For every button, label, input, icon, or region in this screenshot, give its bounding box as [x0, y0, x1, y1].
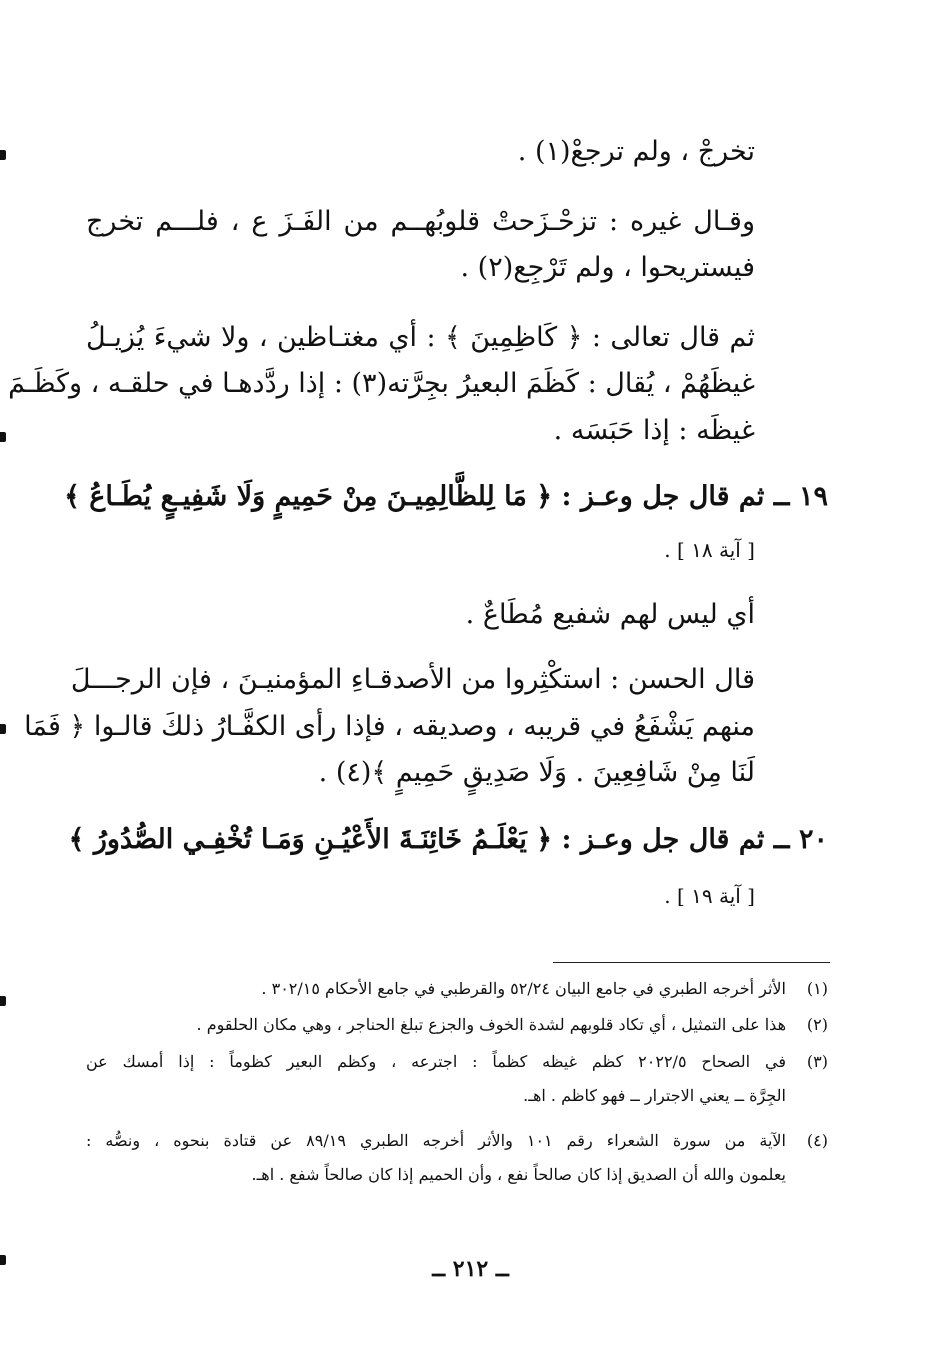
text-line: غيظَه : إذا حَبَسَه .: [553, 415, 755, 446]
text-line: قال الحسن : استكْثِروا من الأصدقـاءِ المؤمنيـنَ ، فإن الرجـــلَ: [70, 664, 755, 695]
footnote-text: الأثر أخرجه الطبري في جامع البيان ٥٢/٢٤ والقرطبي في جامع الأحكام ٣٠٢/١٥ .: [261, 979, 786, 998]
footnote-divider: [553, 962, 830, 963]
footnote-text: يعلمون والله أن الصديق إذا كان صالحاً نفع ، وأن الحميم إذا كان صالحاً شفع . اهـ.: [251, 1165, 786, 1184]
footnote-number: (٤): [806, 1131, 828, 1150]
page-number: ــ ٢١٢ ــ: [432, 1256, 509, 1282]
scan-edge-mark: [0, 150, 6, 160]
text-line: أي ليس لهم شفيع مُطَاعٌ .: [465, 599, 755, 630]
footnote-text: هذا على التمثيل ، أي تكاد قلوبهم لشدة الخوف والجزع تبلغ الحناجر ، وهي مكان الحلقوم .: [196, 1015, 786, 1034]
text-line: تخرجْ ، ولم ترجعْ(١) .: [517, 136, 755, 167]
footnote-text: الجِرَّة ــ يعني الاجترار ــ فهو كاظم . اهـ.: [523, 1086, 786, 1105]
footnote-text: في الصحاح ٢٠٢٢/٥ كظم غيظه كظماً : اجترعه ، وكظم البعير كظوماً : إذا أمسك عن: [86, 1052, 786, 1071]
text-line: غيظَهُمْ ، يُقال : كَظَمَ البعيرُ بجِرَّته(٣) : إذا ردَّدهـا في حلقـه ، وكَظَـمَ: [8, 368, 755, 399]
scan-edge-mark: [0, 724, 6, 734]
footnote-text: الآية من سورة الشعراء رقم ١٠١ والأثر أخرجه الطبري ٨٩/١٩ عن قتادة بنحوه ، ونصُّه :: [86, 1131, 786, 1150]
scan-edge-mark: [0, 432, 6, 442]
text-line: منهم يَشْفَعُ في قريبه ، وصديقه ، فإذا رأى الكفَّـارُ ذلكَ قالـوا ﴿ فَمَا: [24, 711, 755, 742]
footnote-number: (٢): [806, 1015, 828, 1034]
scan-edge-mark: [0, 996, 6, 1006]
verse-heading: ١٩ ــ ثم قال جل وعـز : ﴿ مَا لِلظَّالِمِيـنَ مِنْ حَمِيمٍ وَلَا شَفِيـعٍ يُطَـاعُ ﴾: [64, 481, 828, 512]
verse-heading: ٢٠ ــ ثم قال جل وعـز : ﴿ يَعْلَـمُ خَائِنَـةَ الأَعْيُـنِ وَمَـا تُخْفِـي الصُّدُورُ ﴾: [68, 824, 828, 855]
footnote-number: (١): [806, 979, 828, 998]
text-line: ثم قال تعالى : ﴿ كَاظِمِينَ ﴾ : أي مغتـاظين ، ولا شيءَ يُزيـلُ: [86, 322, 755, 353]
text-line: فيستريحوا ، ولم تَرْجِع(٢) .: [460, 252, 755, 283]
verse-reference: [ آية ١٩ ] .: [664, 884, 755, 908]
text-line: لَنَا مِنْ شَافِعِينَ . وَلَا صَدِيقٍ حَمِيمٍ ﴾(٤) .: [318, 757, 755, 788]
text-line: وقـال غيره : تزحْـزَحتْ قلوبُهــم من الفَـزَ ع ، فلـــم تخرج: [86, 206, 755, 237]
verse-reference: [ آية ١٨ ] .: [664, 538, 755, 562]
footnote-number: (٣): [806, 1052, 828, 1071]
